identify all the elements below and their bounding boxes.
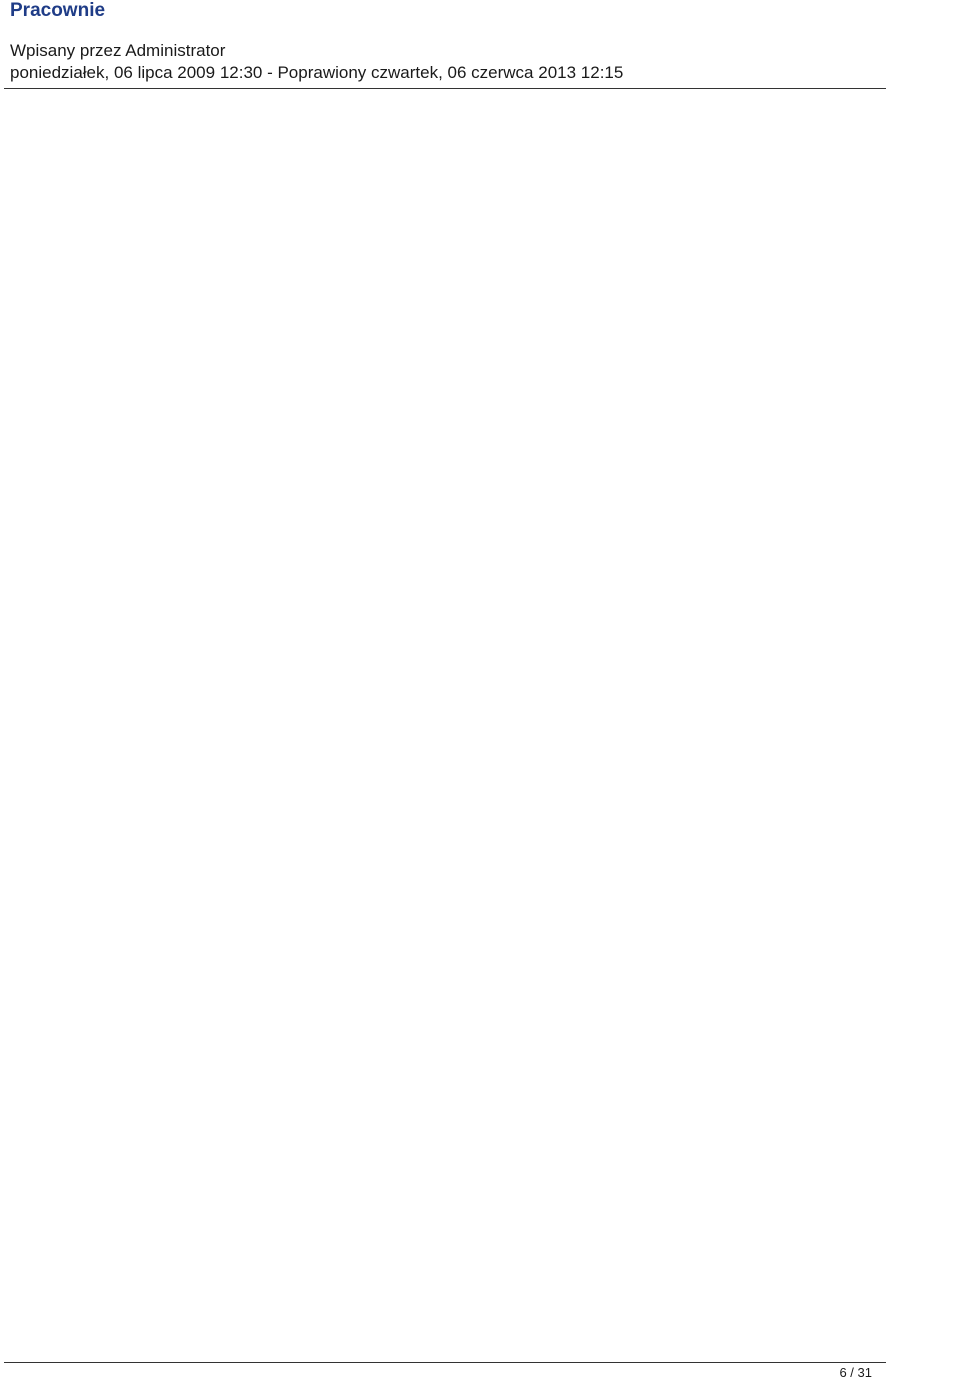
page-title[interactable]: Pracownie xyxy=(10,0,106,21)
footer-divider xyxy=(4,1362,886,1363)
header-divider xyxy=(4,88,886,89)
page-number: 6 / 31 xyxy=(839,1365,872,1380)
author-line: Wpisany przez Administrator xyxy=(10,41,226,60)
date-line: poniedziałek, 06 lipca 2009 12:30 - Poprawiony czwartek, 06 czerwca 2013 12:15 xyxy=(10,63,624,82)
